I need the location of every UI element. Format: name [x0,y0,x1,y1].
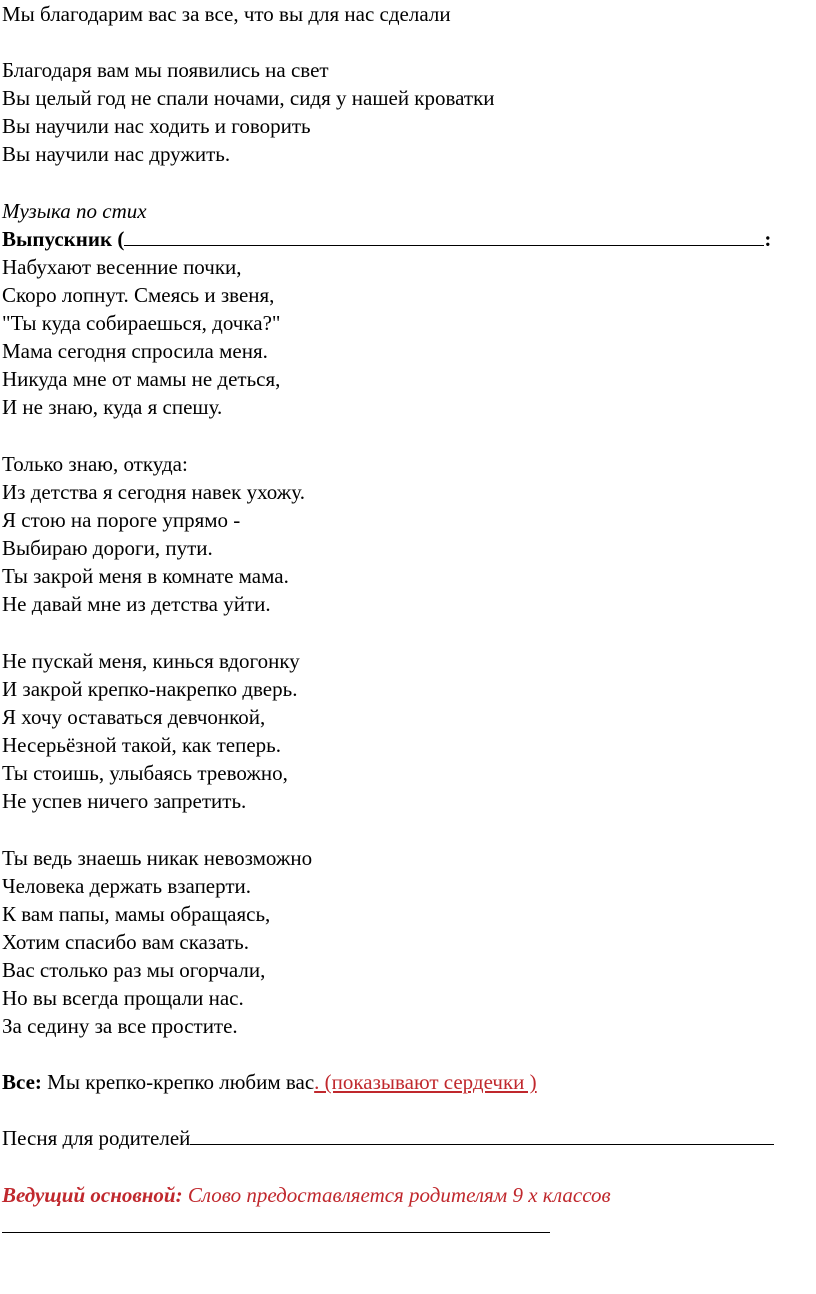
song-blank [190,1126,774,1145]
host-text: Слово предоставляется родителям 9 х классов [182,1183,611,1207]
poem-line: Из детства я сегодня навек ухожу. [2,480,305,504]
poem-line: Только знаю, откуда: [2,452,188,476]
poem-line: Человека держать взаперти. [2,874,252,898]
poem-line: Мама сегодня спросила меня. [2,339,268,363]
graduate-name-blank [124,227,764,246]
all-line [2,1068,537,1096]
poem-line: Но вы всегда прощали нас. [2,986,244,1010]
poem-line: За седину за все простите. [2,1014,238,1038]
poem-line: Скоро лопнут. Смеясь и звеня, [2,283,275,307]
thanks-line: Мы благодарим вас за все, что вы для нас сделали [2,2,451,26]
music-note: Музыка по стих [2,199,147,223]
poem-line: К вам папы, мамы обращаясь, [2,902,271,926]
poem-line: Несерьёзной такой, как теперь. [2,733,281,757]
all-text: Мы крепко-крепко любим вас [41,1070,315,1094]
poem-line: Ты закрой меня в комнате мама. [2,564,289,588]
graduate-colon: : [764,227,772,251]
poem-line: Хотим спасибо вам сказать. [2,930,249,954]
poem-line: Не успев ничего запретить. [2,789,247,813]
graduate-label: Выпускник ( [2,227,125,251]
poem-line: Набухают весенние почки, [2,255,242,279]
poem-line: Не пускай меня, кинься вдогонку [2,649,300,673]
footer-rule [2,1232,550,1233]
poem-line: Никуда мне от мамы не деться, [2,367,281,391]
intro-line-3: Вы научили нас ходить и говорить [2,114,311,138]
all-stage-note: . (показывают сердечки ) [314,1070,537,1094]
poem-line: Я хочу оставаться девчонкой, [2,705,266,729]
song-line [2,1124,774,1152]
song-label: Песня для родителей [2,1126,191,1150]
intro-line-4: Вы научили нас дружить. [2,142,231,166]
poem-line: Я стою на пороге упрямо - [2,508,241,532]
poem-line: И закрой крепко-накрепко дверь. [2,677,298,701]
graduate-heading [2,225,771,253]
poem-line: Ты стоишь, улыбаясь тревожно, [2,761,288,785]
poem-line: Вас столько раз мы огорчали, [2,958,266,982]
host-label: Ведущий основной: [2,1183,183,1207]
intro-line-2: Вы целый год не спали ночами, сидя у нашей кроватки [2,86,495,110]
intro-line-1: Благодаря вам мы появились на свет [2,58,329,82]
poem-line: Не давай мне из детства уйти. [2,592,271,616]
poem-line: И не знаю, куда я спешу. [2,395,223,419]
poem-line: Выбираю дороги, пути. [2,536,213,560]
poem-line: "Ты куда собираешься, дочка?" [2,311,281,335]
all-label: Все: [2,1070,42,1094]
poem-line: Ты ведь знаешь никак невозможно [2,846,313,870]
host-line [2,1181,611,1209]
